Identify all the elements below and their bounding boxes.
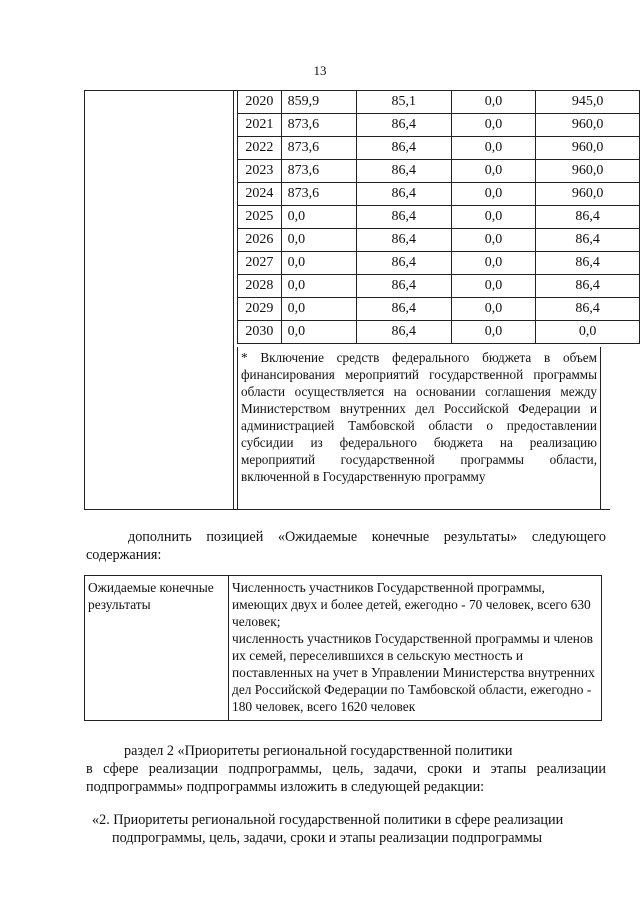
- table-row: [238, 206, 640, 229]
- table-row: [238, 183, 640, 206]
- total-cell: 0,0: [536, 321, 640, 344]
- paragraph-add-position: дополнить позицией «Ожидаемые конечные результаты» следующего содержания:: [86, 529, 606, 563]
- value-cell: 86,4: [356, 137, 451, 160]
- year-cell: 2025: [238, 206, 282, 229]
- year-cell: 2023: [238, 160, 282, 183]
- year-cell: 2029: [238, 298, 282, 321]
- table-row: [238, 137, 640, 160]
- value-cell: 0,0: [281, 321, 356, 344]
- value-cell: 86,4: [356, 183, 451, 206]
- value-cell: 0,0: [451, 275, 536, 298]
- paragraph-section-2: [86, 742, 606, 796]
- value-cell: 0,0: [281, 206, 356, 229]
- paragraph-section-2-rest: в сфере реализации подпрограммы, цель, задачи, сроки и этапы реализации подпрограммы» подпрограммы изложить в следующей редакции:: [86, 761, 606, 795]
- table-row: [238, 160, 640, 183]
- year-cell: 2021: [238, 114, 282, 137]
- value-cell: 859,9: [281, 91, 356, 114]
- table-row: [238, 252, 640, 275]
- value-cell: 873,6: [281, 160, 356, 183]
- year-cell: 2026: [238, 229, 282, 252]
- total-cell: 945,0: [536, 91, 640, 114]
- value-cell: 0,0: [451, 206, 536, 229]
- value-cell: 0,0: [281, 252, 356, 275]
- value-cell: 0,0: [451, 91, 536, 114]
- total-cell: 86,4: [536, 298, 640, 321]
- year-cell: 2024: [238, 183, 282, 206]
- value-cell: 0,0: [281, 229, 356, 252]
- table-row: [238, 298, 640, 321]
- value-cell: 0,0: [451, 298, 536, 321]
- table-row: [238, 114, 640, 137]
- paragraph-section-2-line1: раздел 2 «Приоритеты региональной государственной политики: [124, 743, 513, 759]
- table-row: [238, 229, 640, 252]
- page-number: 13: [313, 63, 327, 78]
- value-cell: 86,4: [356, 252, 451, 275]
- value-cell: 86,4: [356, 114, 451, 137]
- year-cell: 2020: [238, 91, 282, 114]
- year-cell: 2022: [238, 137, 282, 160]
- year-cell: 2027: [238, 252, 282, 275]
- total-cell: 86,4: [536, 252, 640, 275]
- value-cell: 0,0: [451, 114, 536, 137]
- table-row: [85, 576, 602, 721]
- value-cell: 86,4: [356, 229, 451, 252]
- section-heading-line1: «2. Приоритеты региональной государственной политики в сфере реализации: [92, 812, 564, 828]
- total-cell: 960,0: [536, 114, 640, 137]
- year-cell: 2028: [238, 275, 282, 298]
- section-heading-line2: подпрограммы, цель, задачи, сроки и этапы реализации подпрограммы: [112, 830, 543, 846]
- value-cell: 86,4: [356, 206, 451, 229]
- value-cell: 873,6: [281, 114, 356, 137]
- value-cell: 0,0: [281, 298, 356, 321]
- value-cell: 873,6: [281, 137, 356, 160]
- total-cell: 86,4: [536, 275, 640, 298]
- value-cell: 86,4: [356, 275, 451, 298]
- value-cell: 0,0: [451, 321, 536, 344]
- results-table: [84, 575, 602, 721]
- table-row: [238, 321, 640, 344]
- total-cell: 86,4: [536, 206, 640, 229]
- results-text-2: численность участников Государственной программы и членов их семей, переселившихся в сельскую местность и поставленных на учет в Управлении Министерства внутренних дел Российской Федерации по Тамбовской области, ежегодно - 180 человек, всего 1620 человек: [232, 631, 595, 714]
- results-label: Ожидаемые конечные результаты: [85, 576, 229, 721]
- value-cell: 0,0: [451, 252, 536, 275]
- table-divider: [233, 90, 234, 510]
- value-cell: 0,0: [451, 137, 536, 160]
- total-cell: 960,0: [536, 137, 640, 160]
- value-cell: 0,0: [281, 275, 356, 298]
- year-cell: 2030: [238, 321, 282, 344]
- value-cell: 86,4: [356, 321, 451, 344]
- value-cell: 0,0: [451, 229, 536, 252]
- funding-table: [237, 90, 640, 344]
- total-cell: 960,0: [536, 160, 640, 183]
- table-row: [238, 91, 640, 114]
- value-cell: 0,0: [451, 160, 536, 183]
- total-cell: 86,4: [536, 229, 640, 252]
- value-cell: 873,6: [281, 183, 356, 206]
- results-content: [229, 576, 602, 721]
- table-row: [238, 275, 640, 298]
- section-heading: [92, 811, 602, 847]
- value-cell: 0,0: [451, 183, 536, 206]
- value-cell: 86,4: [356, 160, 451, 183]
- results-text-1: Численность участников Государственной программы, имеющих двух и более детей, ежегодно - 70 человек, всего 630 человек;: [232, 580, 591, 629]
- total-cell: 960,0: [536, 183, 640, 206]
- funding-footnote: * Включение средств федерального бюджета в объем финансирования мероприятий государственной программы области осуществляется на основании соглашения между Министерством внутренних дел Российской Федерации и администрацией Тамбовской области о предоставлении субсидии из федерального бюджета на реализацию мероприятий государственной программы области, включенной в Государственную программу: [237, 347, 601, 510]
- value-cell: 86,4: [356, 298, 451, 321]
- value-cell: 85,1: [356, 91, 451, 114]
